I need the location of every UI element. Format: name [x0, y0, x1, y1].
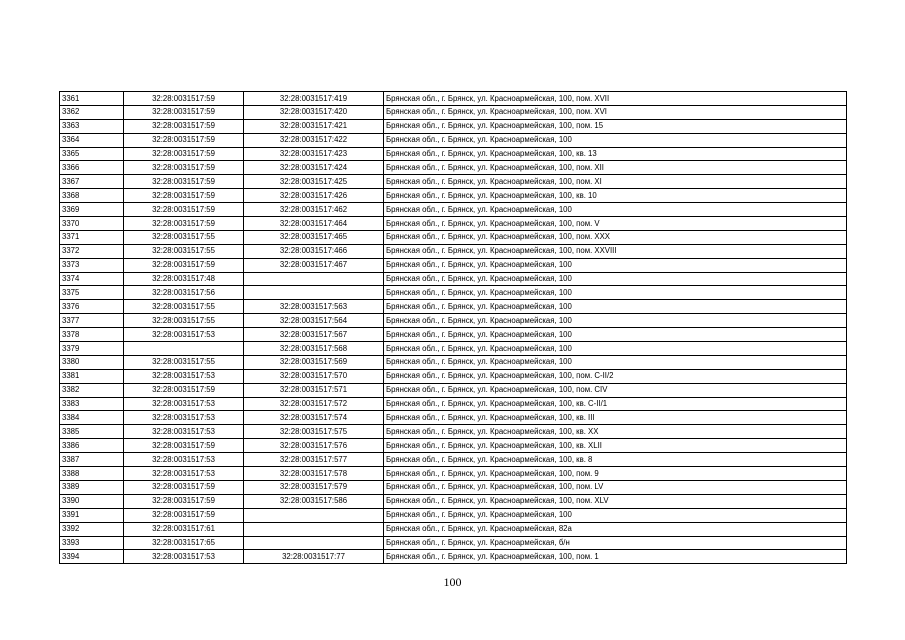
table-row: [60, 300, 847, 314]
table-row: [60, 203, 847, 217]
address-cell: Брянская обл., г. Брянск, ул. Красноармейская, 100, пом. XI: [384, 175, 847, 189]
parent-cadastral-number-cell: 32:28:0031517:59: [124, 92, 244, 106]
parent-cadastral-number-cell: 32:28:0031517:59: [124, 105, 244, 119]
row-number-cell: 3368: [60, 189, 124, 203]
address-cell: Брянская обл., г. Брянск, ул. Красноармейская, 100, кв. III: [384, 411, 847, 425]
table-row: [60, 467, 847, 481]
cadastral-number-cell: 32:28:0031517:569: [244, 355, 384, 369]
parent-cadastral-number-cell: 32:28:0031517:59: [124, 480, 244, 494]
row-number-cell: 3373: [60, 258, 124, 272]
address-cell: Брянская обл., г. Брянск, ул. Красноармейская, 100, пом. С-II/2: [384, 369, 847, 383]
parent-cadastral-number-cell: 32:28:0031517:56: [124, 286, 244, 300]
cadastral-number-cell: 32:28:0031517:77: [244, 550, 384, 564]
address-cell: Брянская обл., г. Брянск, ул. Красноармейская, 100: [384, 355, 847, 369]
cadastral-number-cell: 32:28:0031517:462: [244, 203, 384, 217]
table-row: [60, 355, 847, 369]
table-row: [60, 536, 847, 550]
parent-cadastral-number-cell: 32:28:0031517:53: [124, 369, 244, 383]
address-cell: Брянская обл., г. Брянск, ул. Красноармейская, 100, пом. LV: [384, 480, 847, 494]
address-cell: Брянская обл., г. Брянск, ул. Красноармейская, 100, пом. XII: [384, 161, 847, 175]
parent-cadastral-number-cell: 32:28:0031517:59: [124, 383, 244, 397]
cadastral-number-cell: [244, 536, 384, 550]
parent-cadastral-number-cell: 32:28:0031517:59: [124, 439, 244, 453]
row-number-cell: 3369: [60, 203, 124, 217]
row-number-cell: 3384: [60, 411, 124, 425]
parent-cadastral-number-cell: 32:28:0031517:59: [124, 258, 244, 272]
address-cell: Брянская обл., г. Брянск, ул. Красноармейская, 82а: [384, 522, 847, 536]
cadastral-number-cell: 32:28:0031517:578: [244, 467, 384, 481]
address-cell: Брянская обл., г. Брянск, ул. Красноармейская, 100, кв. XX: [384, 425, 847, 439]
row-number-cell: 3376: [60, 300, 124, 314]
parent-cadastral-number-cell: 32:28:0031517:53: [124, 397, 244, 411]
parent-cadastral-number-cell: 32:28:0031517:59: [124, 189, 244, 203]
page-number: 100: [443, 575, 462, 589]
row-number-cell: 3379: [60, 342, 124, 356]
parent-cadastral-number-cell: 32:28:0031517:59: [124, 508, 244, 522]
table-row: [60, 383, 847, 397]
parent-cadastral-number-cell: 32:28:0031517:55: [124, 314, 244, 328]
table-row: [60, 272, 847, 286]
parent-cadastral-number-cell: 32:28:0031517:53: [124, 425, 244, 439]
table-row: [60, 286, 847, 300]
address-cell: Брянская обл., г. Брянск, ул. Красноармейская, 100, пом. XLV: [384, 494, 847, 508]
table-row: [60, 189, 847, 203]
parent-cadastral-number-cell: 32:28:0031517:55: [124, 244, 244, 258]
table-row: [60, 175, 847, 189]
row-number-cell: 3370: [60, 217, 124, 231]
parent-cadastral-number-cell: [124, 342, 244, 356]
cadastral-number-cell: 32:28:0031517:572: [244, 397, 384, 411]
cadastral-number-cell: 32:28:0031517:420: [244, 105, 384, 119]
table-row: [60, 133, 847, 147]
address-cell: Брянская обл., г. Брянск, ул. Красноармейская, б/н: [384, 536, 847, 550]
cadastral-number-cell: 32:28:0031517:567: [244, 328, 384, 342]
row-number-cell: 3378: [60, 328, 124, 342]
row-number-cell: 3394: [60, 550, 124, 564]
cadastral-number-cell: 32:28:0031517:563: [244, 300, 384, 314]
cadastral-number-cell: 32:28:0031517:574: [244, 411, 384, 425]
address-cell: Брянская обл., г. Брянск, ул. Красноармейская, 100, пом. V: [384, 217, 847, 231]
table-row: [60, 397, 847, 411]
table-row: [60, 258, 847, 272]
table-row: [60, 328, 847, 342]
address-cell: Брянская обл., г. Брянск, ул. Красноармейская, 100: [384, 258, 847, 272]
row-number-cell: 3386: [60, 439, 124, 453]
row-number-cell: 3383: [60, 397, 124, 411]
table-row: [60, 342, 847, 356]
cadastral-registry-table: [59, 91, 847, 564]
row-number-cell: 3381: [60, 369, 124, 383]
table-row: [60, 230, 847, 244]
table-row: [60, 425, 847, 439]
parent-cadastral-number-cell: 32:28:0031517:53: [124, 328, 244, 342]
cadastral-number-cell: 32:28:0031517:586: [244, 494, 384, 508]
cadastral-number-cell: 32:28:0031517:464: [244, 217, 384, 231]
row-number-cell: 3372: [60, 244, 124, 258]
parent-cadastral-number-cell: 32:28:0031517:59: [124, 175, 244, 189]
cadastral-number-cell: 32:28:0031517:564: [244, 314, 384, 328]
row-number-cell: 3382: [60, 383, 124, 397]
address-cell: Брянская обл., г. Брянск, ул. Красноармейская, 100: [384, 203, 847, 217]
cadastral-number-cell: 32:28:0031517:579: [244, 480, 384, 494]
parent-cadastral-number-cell: 32:28:0031517:53: [124, 453, 244, 467]
table-row: [60, 105, 847, 119]
table-row: [60, 217, 847, 231]
parent-cadastral-number-cell: 32:28:0031517:59: [124, 203, 244, 217]
cadastral-number-cell: [244, 522, 384, 536]
table-row: [60, 119, 847, 133]
table-row: [60, 480, 847, 494]
row-number-cell: 3387: [60, 453, 124, 467]
table-row: [60, 369, 847, 383]
parent-cadastral-number-cell: 32:28:0031517:48: [124, 272, 244, 286]
address-cell: Брянская обл., г. Брянск, ул. Красноармейская, 100, пом. 1: [384, 550, 847, 564]
address-cell: Брянская обл., г. Брянск, ул. Красноармейская, 100, пом. XXX: [384, 230, 847, 244]
address-cell: Брянская обл., г. Брянск, ул. Красноармейская, 100, кв. С-II/1: [384, 397, 847, 411]
address-cell: Брянская обл., г. Брянск, ул. Красноармейская, 100, пом. XXVIII: [384, 244, 847, 258]
address-cell: Брянская обл., г. Брянск, ул. Красноармейская, 100, кв. 10: [384, 189, 847, 203]
cadastral-number-cell: 32:28:0031517:575: [244, 425, 384, 439]
cadastral-number-cell: 32:28:0031517:465: [244, 230, 384, 244]
row-number-cell: 3364: [60, 133, 124, 147]
address-cell: Брянская обл., г. Брянск, ул. Красноармейская, 100, пом. XVII: [384, 92, 847, 106]
table-row: [60, 411, 847, 425]
cadastral-number-cell: [244, 286, 384, 300]
table-row: [60, 161, 847, 175]
parent-cadastral-number-cell: 32:28:0031517:53: [124, 550, 244, 564]
row-number-cell: 3377: [60, 314, 124, 328]
address-cell: Брянская обл., г. Брянск, ул. Красноармейская, 100, кв. 8: [384, 453, 847, 467]
cadastral-number-cell: 32:28:0031517:425: [244, 175, 384, 189]
table-row: [60, 550, 847, 564]
row-number-cell: 3366: [60, 161, 124, 175]
row-number-cell: 3392: [60, 522, 124, 536]
parent-cadastral-number-cell: 32:28:0031517:59: [124, 161, 244, 175]
cadastral-number-cell: [244, 272, 384, 286]
cadastral-number-cell: [244, 508, 384, 522]
parent-cadastral-number-cell: 32:28:0031517:55: [124, 230, 244, 244]
parent-cadastral-number-cell: 32:28:0031517:59: [124, 494, 244, 508]
address-cell: Брянская обл., г. Брянск, ул. Красноармейская, 100: [384, 328, 847, 342]
address-cell: Брянская обл., г. Брянск, ул. Красноармейская, 100, пом. 15: [384, 119, 847, 133]
table-row: [60, 92, 847, 106]
row-number-cell: 3391: [60, 508, 124, 522]
parent-cadastral-number-cell: 32:28:0031517:53: [124, 411, 244, 425]
row-number-cell: 3385: [60, 425, 124, 439]
parent-cadastral-number-cell: 32:28:0031517:59: [124, 217, 244, 231]
row-number-cell: 3390: [60, 494, 124, 508]
cadastral-number-cell: 32:28:0031517:419: [244, 92, 384, 106]
cadastral-number-cell: 32:28:0031517:570: [244, 369, 384, 383]
cadastral-number-cell: 32:28:0031517:568: [244, 342, 384, 356]
address-cell: Брянская обл., г. Брянск, ул. Красноармейская, 100, пом. XVI: [384, 105, 847, 119]
address-cell: Брянская обл., г. Брянск, ул. Красноармейская, 100, кв. 13: [384, 147, 847, 161]
table-row: [60, 522, 847, 536]
parent-cadastral-number-cell: 32:28:0031517:55: [124, 300, 244, 314]
cadastral-number-cell: 32:28:0031517:422: [244, 133, 384, 147]
address-cell: Брянская обл., г. Брянск, ул. Красноармейская, 100: [384, 508, 847, 522]
row-number-cell: 3374: [60, 272, 124, 286]
table-row: [60, 244, 847, 258]
parent-cadastral-number-cell: 32:28:0031517:59: [124, 147, 244, 161]
address-cell: Брянская обл., г. Брянск, ул. Красноармейская, 100: [384, 342, 847, 356]
address-cell: Брянская обл., г. Брянск, ул. Красноармейская, 100: [384, 286, 847, 300]
parent-cadastral-number-cell: 32:28:0031517:61: [124, 522, 244, 536]
row-number-cell: 3361: [60, 92, 124, 106]
address-cell: Брянская обл., г. Брянск, ул. Красноармейская, 100, кв. XLII: [384, 439, 847, 453]
row-number-cell: 3393: [60, 536, 124, 550]
parent-cadastral-number-cell: 32:28:0031517:53: [124, 467, 244, 481]
row-number-cell: 3375: [60, 286, 124, 300]
cadastral-number-cell: 32:28:0031517:576: [244, 439, 384, 453]
row-number-cell: 3380: [60, 355, 124, 369]
cadastral-number-cell: 32:28:0031517:577: [244, 453, 384, 467]
table-body: [60, 92, 847, 564]
table-row: [60, 147, 847, 161]
address-cell: Брянская обл., г. Брянск, ул. Красноармейская, 100, пом. CIV: [384, 383, 847, 397]
cadastral-number-cell: 32:28:0031517:466: [244, 244, 384, 258]
address-cell: Брянская обл., г. Брянск, ул. Красноармейская, 100: [384, 300, 847, 314]
address-cell: Брянская обл., г. Брянск, ул. Красноармейская, 100, пом. 9: [384, 467, 847, 481]
row-number-cell: 3365: [60, 147, 124, 161]
row-number-cell: 3367: [60, 175, 124, 189]
cadastral-number-cell: 32:28:0031517:421: [244, 119, 384, 133]
row-number-cell: 3363: [60, 119, 124, 133]
address-cell: Брянская обл., г. Брянск, ул. Красноармейская, 100: [384, 272, 847, 286]
table-row: [60, 508, 847, 522]
table-row: [60, 453, 847, 467]
row-number-cell: 3371: [60, 230, 124, 244]
parent-cadastral-number-cell: 32:28:0031517:55: [124, 355, 244, 369]
parent-cadastral-number-cell: 32:28:0031517:65: [124, 536, 244, 550]
address-cell: Брянская обл., г. Брянск, ул. Красноармейская, 100: [384, 133, 847, 147]
row-number-cell: 3388: [60, 467, 124, 481]
cadastral-number-cell: 32:28:0031517:424: [244, 161, 384, 175]
row-number-cell: 3362: [60, 105, 124, 119]
cadastral-number-cell: 32:28:0031517:423: [244, 147, 384, 161]
parent-cadastral-number-cell: 32:28:0031517:59: [124, 133, 244, 147]
table-row: [60, 439, 847, 453]
row-number-cell: 3389: [60, 480, 124, 494]
cadastral-number-cell: 32:28:0031517:571: [244, 383, 384, 397]
table-row: [60, 314, 847, 328]
cadastral-number-cell: 32:28:0031517:467: [244, 258, 384, 272]
address-cell: Брянская обл., г. Брянск, ул. Красноармейская, 100: [384, 314, 847, 328]
cadastral-number-cell: 32:28:0031517:426: [244, 189, 384, 203]
table-row: [60, 494, 847, 508]
parent-cadastral-number-cell: 32:28:0031517:59: [124, 119, 244, 133]
